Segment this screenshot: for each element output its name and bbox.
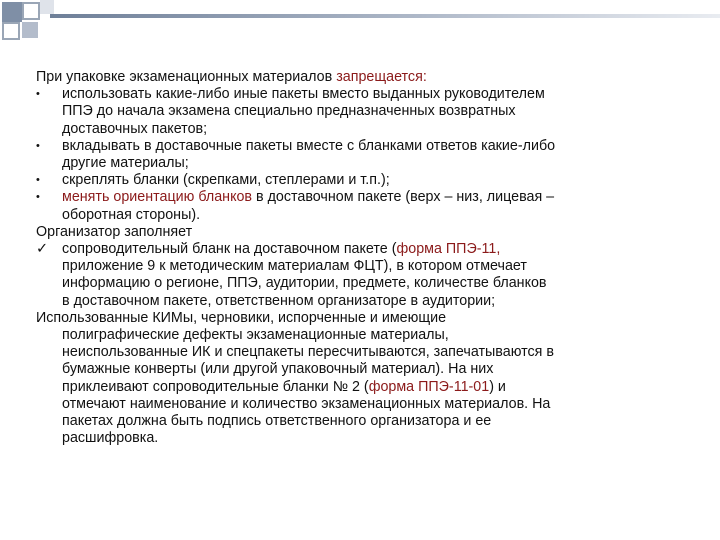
- bullet-icon: •: [36, 174, 40, 187]
- check-item: [36, 241, 691, 310]
- paragraph-line: расшифровка.: [62, 430, 159, 447]
- list-item-line: доставочных пакетов;: [62, 120, 208, 137]
- check-item-text: сопроводительный бланк на доставочном пакете (: [62, 241, 397, 258]
- slide-body: [36, 69, 691, 447]
- form-reference: форма ППЭ-11-01: [368, 378, 490, 395]
- list-item-line: использовать какие-либо иные пакеты вместо выданных руководителем: [62, 86, 545, 103]
- form-reference: форма ППЭ-11,: [396, 241, 501, 258]
- paragraph-text: ) и: [489, 378, 506, 395]
- title-rule: [50, 14, 720, 18]
- paragraph-line: полиграфические дефекты экзаменационные материалы,: [62, 327, 449, 344]
- list-item-line: [62, 189, 691, 206]
- orientation-highlight: менять ориентацию бланков: [62, 189, 253, 206]
- check-item-line: приложение 9 к методическим материалам ФЦТ), в котором отмечает: [62, 258, 527, 275]
- organizer-heading: Организатор заполняет: [36, 223, 193, 240]
- list-item-line: другие материалы;: [62, 155, 189, 172]
- decor-square: [22, 22, 38, 38]
- used-materials-paragraph: [36, 310, 691, 448]
- decor-square: [2, 2, 22, 22]
- list-item: [36, 189, 691, 223]
- checkmark-icon: ✓: [36, 241, 48, 258]
- decor-square: [40, 0, 54, 14]
- check-item-line: [62, 241, 691, 258]
- paragraph-line: отмечают наименование и количество экзаменационных материалов. На: [62, 395, 551, 412]
- decor-square: [22, 2, 40, 20]
- list-item: [36, 86, 691, 138]
- intro-text: При упаковке экзаменационных материалов: [36, 69, 337, 85]
- paragraph-line: бумажные конверты (или другой упаковочный материал). На них: [62, 361, 494, 378]
- check-item-line: в доставочном пакете, ответственном организаторе в аудитории;: [62, 292, 496, 309]
- bullet-icon: •: [36, 191, 40, 204]
- bullet-icon: •: [36, 88, 40, 101]
- paragraph-line: Использованные КИМы, черновики, испорченные и имеющие: [36, 309, 447, 326]
- bullet-icon: •: [36, 139, 40, 152]
- list-item-line: оборотная стороны).: [62, 206, 201, 223]
- list-item: [36, 138, 691, 172]
- check-item-line: информацию о регионе, ППЭ, аудитории, предмете, количестве бланков: [62, 275, 547, 292]
- prohibited-label: запрещается:: [336, 69, 427, 85]
- list-item-line: ППЭ до начала экзамена специально предназначенных возвратных: [62, 103, 516, 120]
- list-item: [36, 172, 691, 189]
- list-item-line: скреплять бланки (скрепками, степлерами и т.п.);: [62, 172, 390, 189]
- paragraph-line: [36, 379, 691, 396]
- list-item-line: вкладывать в доставочные пакеты вместе с бланками ответов какие-либо: [62, 137, 556, 154]
- intro-line: [36, 69, 691, 86]
- decor-square: [2, 22, 20, 40]
- paragraph-line: пакетах должна быть подпись ответственного организатора и ее: [62, 413, 492, 430]
- list-item-text: в доставочном пакете (верх – низ, лицевая –: [252, 189, 555, 206]
- paragraph-text: приклеивают сопроводительные бланки № 2 (: [62, 378, 369, 395]
- paragraph-line: неиспользованные ИК и спецпакеты пересчитываются, запечатываются в: [62, 344, 554, 361]
